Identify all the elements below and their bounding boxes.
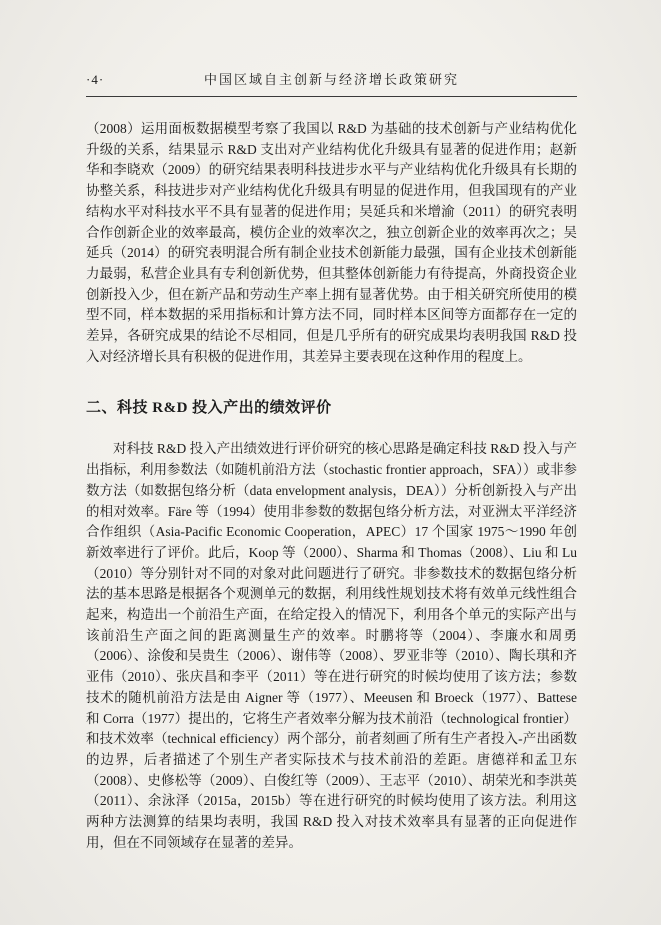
running-title: 中国区域自主创新与经济增长政策研究 [203,72,459,87]
body-paragraph: 对科技 R&D 投入产出绩效进行评价研究的核心思路是确定科技 R&D 投入与产出指标，利用参数法（如随机前沿方法（stochastic frontier approach，SFA））或非参数方法（如数据包络分析（data envelopment analysis，DEA））分析创新投入与产出的相对效率。Färe 等（1994）使用非参数的数据包络分析方法，对亚洲太平洋经济合作组织（Asia-Pacific Economic Cooperation，APEC）17 个国家 1975～1990 年创新效率进行了评价。此后，Koop 等（2000）、Sharma 和 Thomas（2008）、Liu 和 Lu（2010）等分别针对不同的对象对此问题进行了研究。非参数技术的数据包络分析法的基本思路是根据各个观测单元的数据，利用线性规划技术将有效单元线性组合起来，构造出一个前沿生产面，在给定投入的情况下，利用各个单元的实际产出与该前沿生产面之间的距离测量生产的效率。时鹏将等（2004）、李廉水和周勇（2006）、涂俊和吴贵生（2006）、谢伟等（2008）、罗亚非等（2010）、陶长琪和齐亚伟（2010）、张庆昌和李平（2011）等在进行研究的时候均使用了该方法；参数技术的随机前沿方法是由 Aigner 等（1977）、Meeusen 和 Broeck（1977）、Battese 和 Corra（1977）提出的，它将生产者效率分解为技术前沿（technological frontier）和技术效率（technical efficiency）两个部分，前者刻画了所有生产者投入-产出函数的边界，后者描述了个别生产者实际技术与技术前沿的差距。唐德祥和孟卫东（2008）、史修松等（2009）、白俊红等（2009）、王志平（2010）、胡荣光和李洪英（2011）、余泳泽（2015a，2015b）等在进行研究的时候均使用了该方法。利用这两种方法测算的结果均表明，我国 R&D 投入对技术效率具有显著的正向促进作用，但在不同领域存在显著的差异。 [86,441,577,850]
section-heading: 二、科技 R&D 投入产出的绩效评价 [86,400,332,417]
page-number: ·4· [86,72,105,87]
page-body [86,119,577,854]
body-paragraph-continued: （2008）运用面板数据模型考察了我国以 R&D 为基础的技术创新与产业结构优化升级的关系，结果显示 R&D 支出对产业结构优化升级具有显著的促进作用；赵新华和李晓欢（2009）的研究结果表明科技进步水平与产业结构优化升级具有长期的协整关系，科技进步对产业结构优化升级具有明显的促进作用，但我国现有的产业结构水平对科技水平不具有显著的促进作用；吴延兵和米增渝（2011）的研究表明合作创新企业的效率最高，模仿企业的效率次之，独立创新企业的效率再次之；吴延兵（2014）的研究表明混合所有制企业技术创新能力最强，国有企业技术创新能力最弱，私营企业具有专利创新优势，但其整体创新能力有待提高，外商投资企业创新投入少，但在新产品和劳动生产率上拥有显著优势。由于相关研究所使用的模型不同，样本数据的采用指标和计算方法不同，同时样本区间等方面都存在一定的差异，各研究成果的结论不尽相同，但是几乎所有的研究成果均表明我国 R&D 投入对经济增长具有积极的促进作用，其差异主要表现在这种作用的程度上。 [86,121,577,364]
page-header [86,70,577,97]
